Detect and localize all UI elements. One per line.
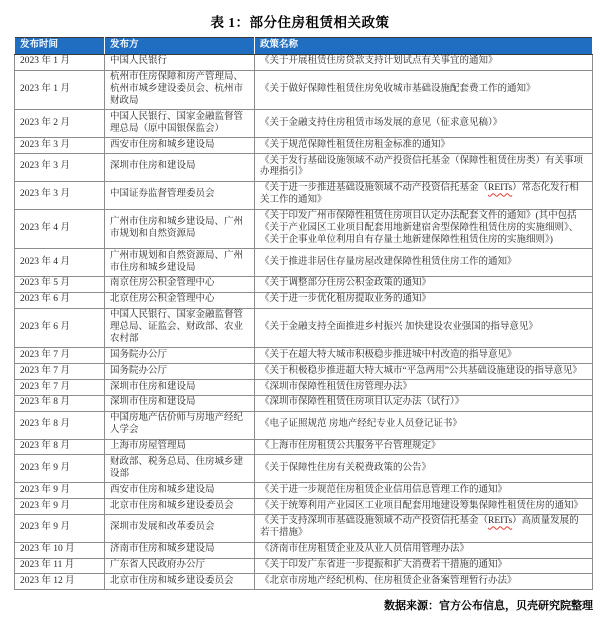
- cell-publisher: 广州市住房和城乡建设局、广州市规划和自然资源局: [105, 209, 255, 249]
- spellcheck-marked-term: REITs: [488, 516, 513, 527]
- cell-date: 2023 年 1 月: [15, 70, 105, 110]
- cell-publisher: 西安市住房和城乡建设局: [105, 483, 255, 499]
- cell-publisher: 深圳市发展和改革委员会: [105, 514, 255, 542]
- cell-publisher: 北京市住房和城乡建设委员会: [105, 574, 255, 590]
- cell-publisher: 中国人民银行: [105, 54, 255, 70]
- cell-publisher: 广州市规划和自然资源局、广州市住房和城乡建设局: [105, 249, 255, 277]
- cell-policy: 《上海市住房租赁公共服务平台管理规定》: [255, 439, 593, 455]
- cell-policy: 《关于印发广东省进一步提振和扩大消费若干措施的通知》: [255, 558, 593, 574]
- table-row: [15, 514, 593, 542]
- table-row: [15, 209, 593, 249]
- cell-policy: 《关于印发广州市保障性租赁住房项目认定办法配套文件的通知》(其中包括《关于产业园区工业项目配套用地新建宿舍型保障性租赁住房的实施细则》、《关于企事业单位利用自有存量土地新建保障性租赁住房的实施细则》): [255, 209, 593, 249]
- table-row: [15, 483, 593, 499]
- cell-date: 2023 年 3 月: [15, 154, 105, 182]
- table-row: [15, 249, 593, 277]
- cell-policy: 《关于积极稳步推进超大特大城市“平急两用”公共基础设施建设的指导意见》: [255, 364, 593, 380]
- cell-policy: 《关于推进非居住存量房屋改建保障性租赁住房工作的通知》: [255, 249, 593, 277]
- cell-publisher: 南京住房公积金管理中心: [105, 276, 255, 292]
- cell-date: 2023 年 8 月: [15, 439, 105, 455]
- data-source-note: 数据来源：官方公布信息，贝壳研究院整理: [384, 600, 593, 613]
- cell-publisher: 中国人民银行、国家金融监督管理总局、证监会、财政部、农业农村部: [105, 308, 255, 348]
- table-row: [15, 348, 593, 364]
- cell-policy: 《关于进一步推进基础设施领域不动产投资信托基金（REITs）常态化发行相关工作的通知》: [255, 181, 593, 209]
- cell-date: 2023 年 9 月: [15, 483, 105, 499]
- cell-date: 2023 年 7 月: [15, 380, 105, 396]
- cell-date: 2023 年 6 月: [15, 292, 105, 308]
- cell-date: 2023 年 7 月: [15, 348, 105, 364]
- spellcheck-marked-term: REITs: [488, 183, 513, 194]
- cell-policy: 《关于支持深圳市基础设施领域不动产投资信托基金（REITs）高质量发展的若干措施》: [255, 514, 593, 542]
- policy-table: [14, 37, 593, 590]
- cell-policy: 《关于发行基础设施领域不动产投资信托基金（保障性租赁住房类）有关事项办理指引》: [255, 154, 593, 182]
- cell-publisher: 中国证券监督管理委员会: [105, 181, 255, 209]
- table-row: [15, 574, 593, 590]
- cell-policy: 《关于做好保障性租赁住房免收城市基础设施配套费工作的通知》: [255, 70, 593, 110]
- cell-publisher: 深圳市住房和建设局: [105, 395, 255, 411]
- cell-publisher: 中国房地产估价师与房地产经纪人学会: [105, 411, 255, 439]
- table-row: [15, 380, 593, 396]
- cell-date: 2023 年 8 月: [15, 395, 105, 411]
- cell-policy: 《北京市房地产经纪机构、住房租赁企业备案管理暂行办法》: [255, 574, 593, 590]
- cell-policy: 《关于开展租赁住房贷款支持计划试点有关事宜的通知》: [255, 54, 593, 70]
- cell-publisher: 西安市住房和城乡建设局: [105, 138, 255, 154]
- cell-publisher: 财政部、税务总局、住房城乡建设部: [105, 455, 255, 483]
- cell-date: 2023 年 9 月: [15, 499, 105, 515]
- cell-date: 2023 年 10 月: [15, 542, 105, 558]
- cell-date: 2023 年 3 月: [15, 138, 105, 154]
- table-row: [15, 181, 593, 209]
- cell-policy: 《深圳市保障性租赁住房项目认定办法（试行）》: [255, 395, 593, 411]
- cell-date: 2023 年 5 月: [15, 276, 105, 292]
- table-header-row: [15, 38, 593, 55]
- column-header-policy: 政策名称: [255, 38, 593, 55]
- table-row: [15, 455, 593, 483]
- cell-policy: 《关于规范保障性租赁住房租金标准的通知》: [255, 138, 593, 154]
- cell-publisher: 深圳市住房和建设局: [105, 380, 255, 396]
- cell-date: 2023 年 4 月: [15, 209, 105, 249]
- cell-policy: 《关于进一步规范住房租赁企业信用信息管理工作的通知》: [255, 483, 593, 499]
- cell-date: 2023 年 3 月: [15, 181, 105, 209]
- cell-policy: 《关于金融支持全面推进乡村振兴 加快建设农业强国的指导意见》: [255, 308, 593, 348]
- cell-publisher: 上海市房屋管理局: [105, 439, 255, 455]
- cell-date: 2023 年 11 月: [15, 558, 105, 574]
- table-title: 表 1：部分住房租赁相关政策: [210, 15, 390, 30]
- cell-date: 2023 年 6 月: [15, 308, 105, 348]
- cell-date: 2023 年 1 月: [15, 54, 105, 70]
- cell-publisher: 广东省人民政府办公厅: [105, 558, 255, 574]
- cell-date: 2023 年 2 月: [15, 110, 105, 138]
- table-row: [15, 364, 593, 380]
- cell-publisher: 杭州市住房保障和房产管理局、杭州市城乡建设委员会、杭州市财政局: [105, 70, 255, 110]
- cell-policy: 《电子证照规范 房地产经纪专业人员登记证书》: [255, 411, 593, 439]
- table-body: [15, 54, 593, 589]
- table-row: [15, 154, 593, 182]
- cell-policy: 《关于统筹利用产业园区工业项目配套用地建设筹集保障性租赁住房的通知》: [255, 499, 593, 515]
- cell-publisher: 国务院办公厅: [105, 364, 255, 380]
- cell-policy: 《济南市住房租赁企业及从业人员信用管理办法》: [255, 542, 593, 558]
- cell-date: 2023 年 9 月: [15, 514, 105, 542]
- cell-date: 2023 年 12 月: [15, 574, 105, 590]
- cell-publisher: 中国人民银行、国家金融监督管理总局（原中国银保监会）: [105, 110, 255, 138]
- table-row: [15, 70, 593, 110]
- cell-policy: 《关于进一步优化租房提取业务的通知》: [255, 292, 593, 308]
- table-row: [15, 138, 593, 154]
- cell-publisher: 国务院办公厅: [105, 348, 255, 364]
- cell-date: 2023 年 7 月: [15, 364, 105, 380]
- cell-policy: 《关于金融支持住房租赁市场发展的意见（征求意见稿）》: [255, 110, 593, 138]
- column-header-date: 发布时间: [15, 38, 105, 55]
- table-row: [15, 54, 593, 70]
- cell-publisher: 深圳市住房和建设局: [105, 154, 255, 182]
- table-row: [15, 558, 593, 574]
- cell-policy: 《关于在超大特大城市积极稳步推进城中村改造的指导意见》: [255, 348, 593, 364]
- cell-publisher: 济南市住房和城乡建设局: [105, 542, 255, 558]
- cell-date: 2023 年 9 月: [15, 455, 105, 483]
- cell-policy: 《关于调整部分住房公积金政策的通知》: [255, 276, 593, 292]
- table-row: [15, 439, 593, 455]
- table-row: [15, 276, 593, 292]
- cell-policy: 《关于保障性住房有关税费政策的公告》: [255, 455, 593, 483]
- cell-date: 2023 年 8 月: [15, 411, 105, 439]
- table-row: [15, 308, 593, 348]
- table-row: [15, 292, 593, 308]
- table-row: [15, 110, 593, 138]
- table-row: [15, 411, 593, 439]
- table-row: [15, 499, 593, 515]
- cell-publisher: 北京住房公积金管理中心: [105, 292, 255, 308]
- column-header-publisher: 发布方: [105, 38, 255, 55]
- table-row: [15, 395, 593, 411]
- cell-policy: 《深圳市保障性租赁住房管理办法》: [255, 380, 593, 396]
- cell-publisher: 北京市住房和城乡建设委员会: [105, 499, 255, 515]
- cell-date: 2023 年 4 月: [15, 249, 105, 277]
- table-row: [15, 542, 593, 558]
